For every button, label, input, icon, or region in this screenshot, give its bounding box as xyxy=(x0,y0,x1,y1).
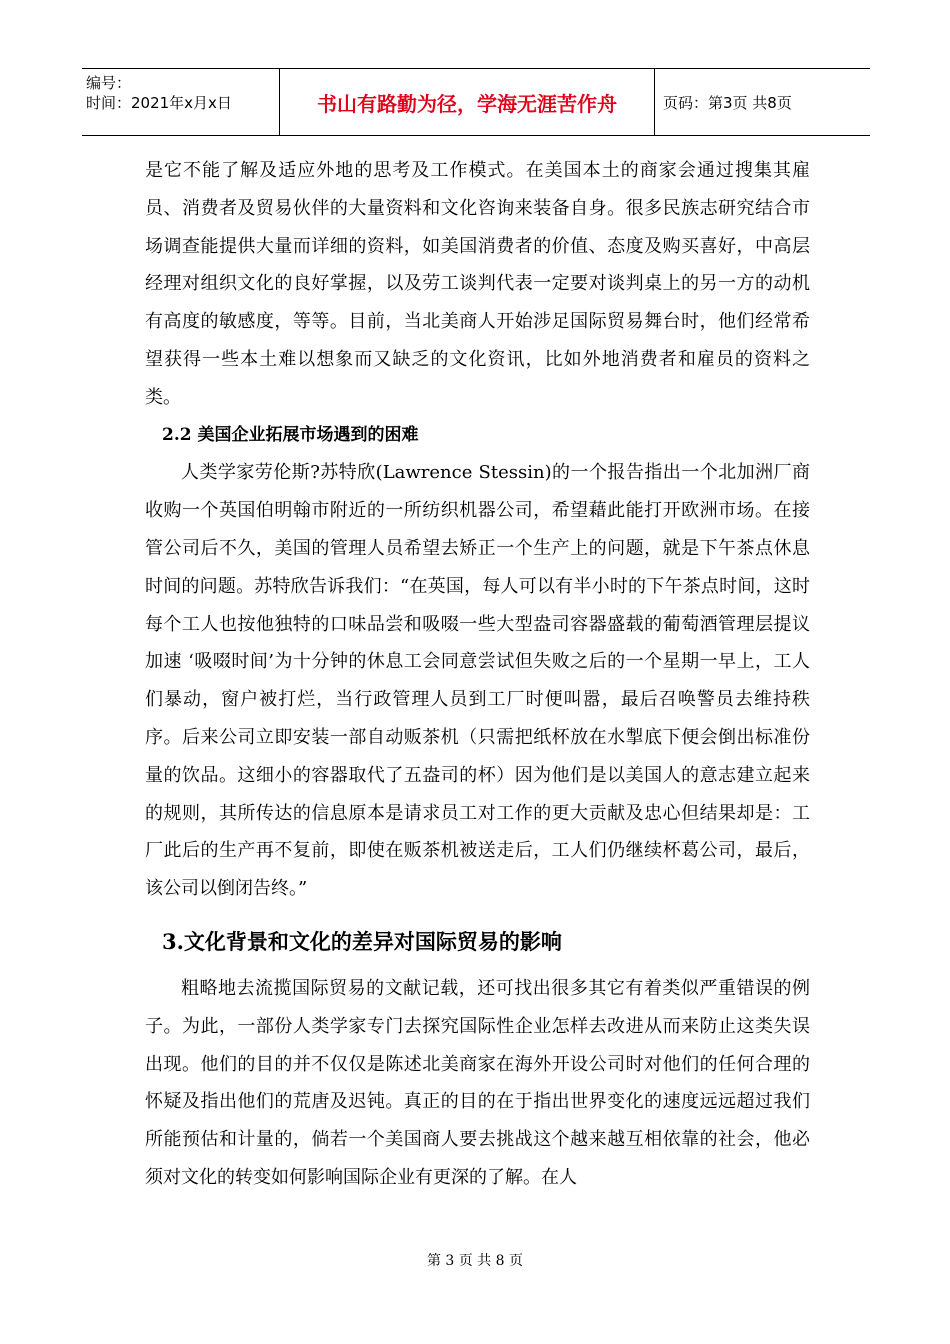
page-footer: 第 3 页 共 8 页 xyxy=(426,1253,524,1269)
page-header xyxy=(82,68,870,136)
paragraph-3: 粗略地去流揽国际贸易的文献记载，还可找出很多其它有着类似严重错误的例子。为此，一部份人类学家专门去探究国际性企业怎样去改进从而来防止这类失误出现。他们的目的并不仅仅是陈述北美商家在海外开设公司时对他们的任何合理的怀疑及指出他们的荒唐及迟钝。真正的目的在于指出世界变化的速度远远超过我们所能预估和计量的，倘若一个美国商人要去挑战这个越来越互相依靠的社会，他必须对文化的转变如何影响国际企业有更深的了解。在人 xyxy=(145,977,810,1188)
section-3-heading: 3.文化背景和文化的差异对国际贸易的影响 xyxy=(162,928,562,954)
paragraph-1: 是它不能了解及适应外地的思考及工作模式。在美国本土的商家会通过搜集其雇员、消费者及贸易伙伴的大量资料和文化咨询来装备自身。很多民族志研究结合市场调查能提供大量而详细的资料，如美国消费者的价值、态度及购买喜好，中高层经理对组织文化的良好掌握，以及劳工谈判代表一定要对谈判桌上的另一方的动机有高度的敏感度，等等。目前，当北美商人开始涉足国际贸易舞台时，他们经常希望获得一些本土难以想象而又缺乏的文化资讯，比如外地消费者和雇员的资料之类。 xyxy=(145,160,810,408)
paragraph-2: 人类学家劳伦斯?苏特欣(Lawrence Stessin)的一个报告指出一个北加洲厂商收购一个英国伯明翰市附近的一所纺织机器公司，希望藉此能打开欧洲市场。在接管公司后不久，美国的管理人员希望去矫正一个生产上的问题，就是下午茶点休息时间的问题。苏特欣告诉我们：“在英国，每人可以有半小时的下午茶点时间，这时每个工人也按他独特的口味品尝和吸啜一些大型盎司容器盛载的葡萄酒管理层提议加速 ‘吸啜时间’为十分钟的休息工会同意尝试但失败之后的一个星期一早上，工人们暴动，窗户被打烂，当行政管理人员到工厂时便叫嚣，最后召唤警员去维持秩序。后来公司立即安装一部自动贩茶机（只需把纸杯放在水掣底下便会倒出标准份量的饮品。这细小的容器取代了五盎司的杯）因为他们是以美国人的意志建立起来的规则，其所传达的信息原本是请求员工对工作的更大贡献及忠心但结果却是：工厂此后的生产再不复前，即使在贩茶机被送走后，工人们仍继续杯葛公司，最后，该公司以倒闭告终。” xyxy=(145,462,810,900)
header-meta-cell xyxy=(82,69,280,135)
document-date: 时间：2021年x月x日 xyxy=(86,94,232,112)
document-body xyxy=(145,152,810,1197)
header-page-info: 页码：第3页 共8页 xyxy=(663,93,792,112)
section-2-2-heading: 2.2 美国企业拓展市场遇到的困难 xyxy=(162,424,419,445)
document-number-label: 编号： xyxy=(86,74,132,92)
header-motto: 书山有路勤为径，学海无涯苦作舟 xyxy=(280,69,655,135)
